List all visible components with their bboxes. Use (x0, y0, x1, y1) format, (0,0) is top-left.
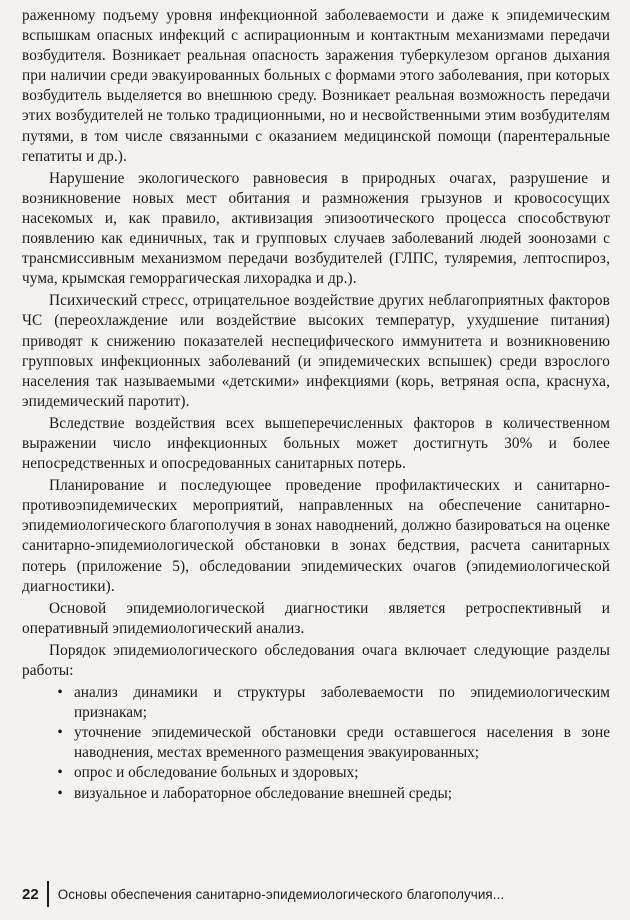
bullet-icon: • (57, 764, 63, 782)
list-item (22, 784, 610, 804)
list-item (22, 763, 610, 783)
list-item-text: уточнение эпидемической обстановки среди оставшегося населения в зоне наводнения, местах временного размещения эвакуированных; (74, 724, 610, 762)
list-item-text: визуальное и лабораторное обследование внешней среды; (74, 784, 453, 802)
footer-divider (47, 881, 49, 907)
list-item (22, 723, 610, 763)
bullet-list (22, 683, 610, 804)
paragraph: Вследствие воздействия всех вышеперечисленных факторов в количественном выражении число инфекционных больных может достигнуть 30% и более непосредственных и опосредованных санитарных потерь. (22, 414, 610, 473)
page-number: 22 (22, 885, 39, 903)
body-text (22, 6, 610, 681)
bullet-icon: • (57, 684, 63, 702)
bullet-icon: • (57, 724, 63, 742)
paragraph: Планирование и последующее проведение профилактических и санитарно-противоэпидемических мероприятий, направленных на обеспечение санитарно-эпидемиологического благополучия в зонах наводнений, должно базироваться на оценке санитарно-эпидемиологической обстановки в зонах бедствия, расчета санитарных потерь (приложение 5), обследовании эпидемических очагов (эпидемиологической диагностики). (22, 477, 610, 595)
paragraph: раженному подъему уровня инфекционной заболеваемости и даже к эпидемическим вспышкам опасных инфекций с аспирационным и контактным механизмами передачи возбудителя. Возникает реальная опасность заражения туберкулезом органов дыхания при наличии среди эвакуированных больных с формами этого заболевания, при которых возбудитель выделяется во внешнюю среду. Возникает реальная возможность передачи этих возбудителей не только традиционными, но и несвойственными этим возбудителям путями, в том числе связанными с оказанием медицинской помощи (парентеральные гепатиты и др.). (22, 7, 610, 165)
page-footer (22, 881, 610, 907)
running-title: Основы обеспечения санитарно-эпидемиологического благополучия... (57, 886, 505, 902)
list-item-text: опрос и обследование больных и здоровых; (74, 764, 359, 782)
list-item-text: анализ динамики и структуры заболеваемости по эпидемиологическим признакам; (74, 684, 610, 722)
paragraph: Основой эпидемиологической диагностики является ретроспективный и оперативный эпидемиологический анализ. (22, 599, 610, 637)
list-item (22, 683, 610, 723)
bullet-icon: • (57, 784, 63, 802)
paragraph: Нарушение экологического равновесия в природных очагах, разрушение и возникновение новых мест обитания и размножения грызунов и кровососущих насекомых и, как правило, активизация эпизоотического процесса способствуют появлению как единичных, так и групповых случаев заболеваний людей зоонозами с трансмиссивным механизмом передачи возбудителей (ГЛПС, туляремия, лептоспироз, чума, крымская геморрагическая лихорадка и др.). (22, 169, 610, 288)
paragraph: Психический стресс, отрицательное воздействие других неблагоприятных факторов ЧС (переохлаждение или воздействие высоких температур, ухудшение питания) приводят к снижению показателей неспецифического иммунитета и возникновению групповых инфекционных заболеваний (и эпидемических вспышек) среди взрослого населения так называемыми «детскими» инфекциями (корь, ветряная оспа, краснуха, эпидемический паротит). (22, 292, 610, 410)
paragraph: Порядок эпидемиологического обследования очага включает следующие разделы работы: (22, 641, 610, 679)
